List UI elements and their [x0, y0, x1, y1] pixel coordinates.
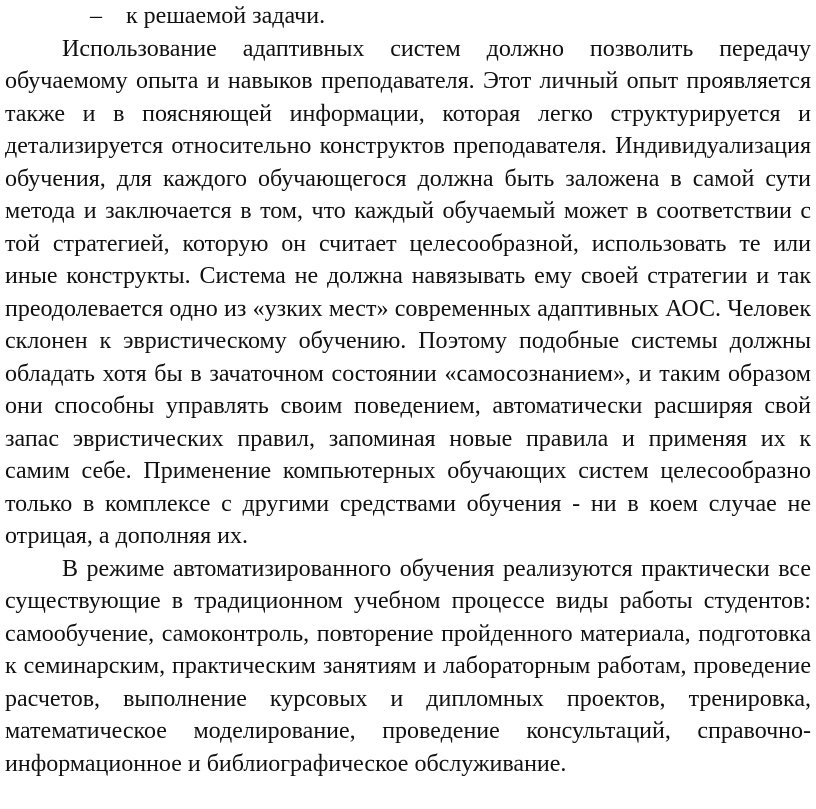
- list-item-fragment: [5, 0, 811, 33]
- paragraph-automated-learning: В режиме автоматизированного обучения реализуются практически все существующие в традиционном учебном процессе виды работы студентов: самообучение, самоконтроль, повторение пройденного материала, подготовка к семинарским, практическим занятиям и лабораторным работам, проведение расчетов, выполнение курсовых и дипломных проектов, тренировка, математическое моделирование, проведение консультаций, справочно-информационное и библиографическое обслуживание.: [5, 555, 811, 777]
- list-item-text: к решаемой задачи.: [126, 3, 326, 29]
- paragraph-adaptive-systems: Использование адаптивных систем должно позволить передачу обучаемому опыта и навыков преподавателя. Этот личный опыт проявляется также и в поясняющей информации, которая легко структурируется и детализируется относительно конструктов преподавателя. Индивидуализация обучения, для каждого обучающегося должна быть заложена в самой сути метода и заключается в том, что каждый обучаемый может в соответствии с той стратегией, которую он считает целесообразной, использовать те или иные конструкты. Система не должна навязывать ему своей стратегии и так преодолевается одно из «узких мест» современных адаптивных АОС. Человек склонен к эвристическому обучению. Поэтому подобные системы должны обладать хотя бы в зачаточном состоянии «самосознанием», и таким образом они способны управлять своим поведением, автоматически расширяя свой запас эвристических правил, запоминая новые правила и применяя их к самим себе. Применение компьютерных обучающих систем целесообразно только в комплексе с другими средствами обучения - ни в коем случае не отрицая, а дополняя их.: [5, 35, 811, 549]
- list-dash: –: [90, 3, 102, 29]
